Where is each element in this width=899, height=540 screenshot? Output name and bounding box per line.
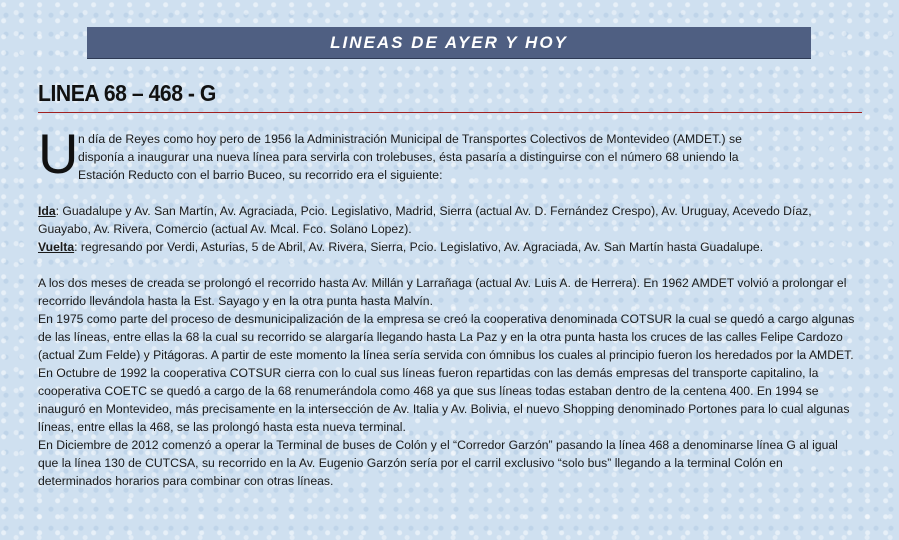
page-title: LINEA 68 – 468 - G xyxy=(38,80,216,106)
intro-paragraph xyxy=(78,130,858,184)
title-divider xyxy=(38,112,862,113)
ida-text: : Guadalupe y Av. San Martín, Av. Agraciada, Pcio. Legislativo, Madrid, Sierra (actual Av. D. Fernández Crespo), Av. Uruguay, Acevedo Díaz, Guayabo, Av. Rivera, Comercio (actual Av. Mcal. Fco. Solano Lopez). xyxy=(38,204,812,236)
route-vuelta xyxy=(38,238,858,256)
history-paragraph: En Octubre de 1992 la cooperativa COTSUR cierra con lo cual sus líneas fueron repartidas con las demás empresas del transporte capitalino, la cooperativa COETC se quedó a cargo de la 68 renumerándola como 468 ya que sus líneas todas estaban dentro de la centena 400. En 1994 se inauguró en Montevideo, más precisamente en la intersección de Av. Italia y Av. Bolivia, el nuevo Shopping denominado Portones para lo cual algunas líneas, entre ellas la 468, se las prolongó hasta esta nueva terminal. xyxy=(38,366,850,434)
route-ida xyxy=(38,202,858,238)
intro-line: n día de Reyes como hoy pero de 1956 la Administración Municipal de Transportes Colectivos de Montevideo (AMDET.) se xyxy=(78,132,742,146)
intro-line: disponía a inaugurar una nueva línea para servirla con trolebuses, ésta pasaría a distinguirse con el número 68 uniendo la xyxy=(78,150,739,164)
article-body xyxy=(38,130,858,490)
vuelta-label: Vuelta xyxy=(38,240,75,254)
intro-line: Estación Reducto con el barrio Buceo, su recorrido era el siguiente: xyxy=(78,168,443,182)
ida-label: Ida xyxy=(38,204,56,218)
drop-cap: U xyxy=(38,122,79,185)
banner-title: LINEAS DE AYER Y HOY xyxy=(330,32,568,52)
history-section xyxy=(38,274,858,490)
header-banner xyxy=(87,27,811,59)
route-section xyxy=(38,202,858,256)
vuelta-text: : regresando por Verdi, Asturias, 5 de Abril, Av. Rivera, Sierra, Pcio. Legislativo, Av. Agraciada, Av. San Martín hasta Guadalupe. xyxy=(74,240,764,254)
history-paragraph: A los dos meses de creada se prolongó el recorrido hasta Av. Millán y Larrañaga (actual Av. Luis A. de Herrera). En 1962 AMDET volvió a prolongar el recorrido llevándola hasta la Est. Sayago y en la otra punta hasta Malvín. xyxy=(38,276,847,308)
history-paragraph: En Diciembre de 2012 comenzó a operar la Terminal de buses de Colón y el “Corredor Garzón” pasando la línea 468 a denominarse línea G al igual que la línea 130 de CUTCSA, su recorrido en la Av. Eugenio Garzón sería por el carril exclusivo “solo bus” llegando a la terminal Colón en determinados horarios para combinar con otras líneas. xyxy=(38,438,838,488)
history-paragraph: En 1975 como parte del proceso de desmunicipalización de la empresa se creó la cooperativa denominada COTSUR la cual se quedó a cargo algunas de las líneas, entre ellas la 68 la cual su recorrido se alargaría llegando hasta La Paz y en la otra punta hasta los cruces de las calles Felipe Cardozo (actual Zum Felde) y Pitágoras. A partir de este momento la línea sería servida con ómnibus los cuales al principio fueron los heredados por la AMDET. xyxy=(38,312,855,362)
